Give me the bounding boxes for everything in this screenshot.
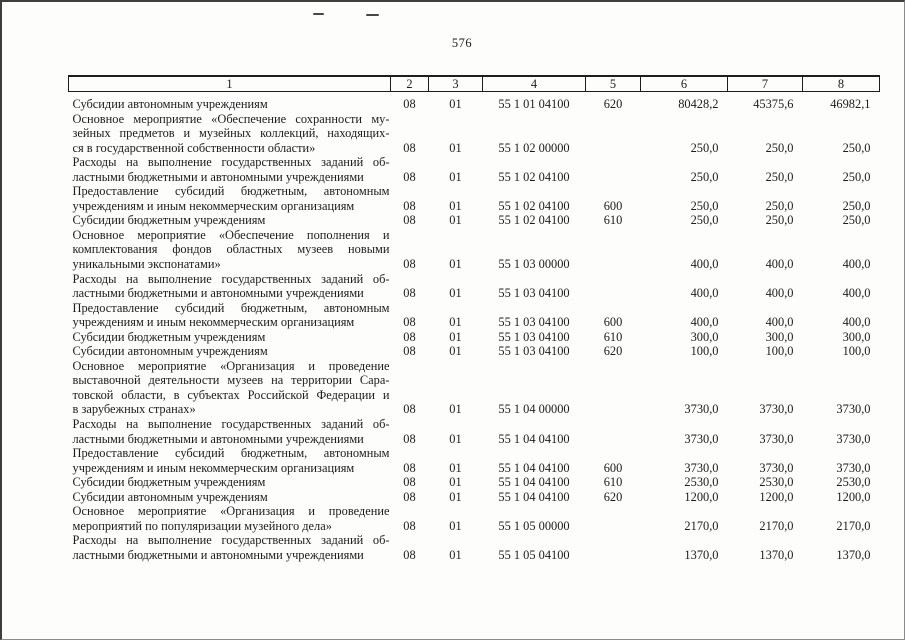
table-row [69, 92, 880, 112]
column-header-1: 1 [69, 76, 391, 92]
name-line: Расходы на выполнение государственных заданий об- [72, 417, 390, 432]
column-header-7: 7 [728, 76, 803, 92]
cell-expense-kind: 600 [603, 198, 623, 213]
cell-expense-kind: 610 [603, 329, 623, 344]
cell-amount-year1: 400,0 [690, 286, 719, 301]
cell-target-article: 55 1 03 04100 [498, 344, 570, 359]
name-line: в зарубежных странах» [72, 402, 196, 417]
cell-section-code: 08 [403, 431, 416, 446]
cell-section-code: 08 [403, 140, 416, 155]
page-number: 576 [451, 36, 473, 50]
cell-subsection-code: 01 [449, 402, 462, 417]
cell-section-code: 08 [403, 257, 416, 272]
cell-expense-kind [586, 272, 641, 301]
table-row [69, 228, 880, 272]
cell-amount-year1: 1200,0 [684, 489, 719, 504]
name-line: ластными бюджетными и автономными учреждениями [72, 547, 364, 562]
cell-expense-kind: 620 [603, 489, 623, 504]
cell-subsection-code: 01 [449, 257, 462, 272]
cell-amount-year2: 2530,0 [759, 475, 794, 490]
name-line: Расходы на выполнение государственных заданий об- [72, 155, 390, 170]
cell-name [69, 92, 391, 112]
name-line: Основное мероприятие «Обеспечение пополнения и [72, 227, 390, 242]
table-row [69, 533, 880, 562]
cell-target-article: 55 1 04 04100 [498, 460, 570, 475]
cell-amount-year1: 400,0 [690, 315, 719, 330]
cell-name [69, 344, 391, 359]
scan-artifact-dash [313, 13, 324, 15]
name-line: Субсидии бюджетным учреждениям [72, 213, 266, 228]
cell-amount-year2: 250,0 [765, 140, 794, 155]
cell-amount-year2: 100,0 [765, 344, 794, 359]
cell-expense-kind: 600 [603, 315, 623, 330]
cell-section-code: 08 [403, 286, 416, 301]
cell-amount-year3: 46982,1 [830, 97, 871, 111]
name-line: Субсидии автономным учреждениям [72, 489, 268, 504]
cell-amount-year2: 300,0 [765, 329, 794, 344]
cell-amount-year2: 250,0 [765, 198, 794, 213]
cell-section-code: 08 [403, 547, 416, 562]
table-row [69, 213, 880, 228]
cell-expense-kind [586, 228, 641, 272]
column-header-8: 8 [803, 76, 880, 92]
column-header-4: 4 [483, 76, 586, 92]
name-line: Основное мероприятие «Организация и проведение [72, 358, 390, 373]
cell-amount-year3: 1200,0 [836, 489, 871, 504]
cell-section-code: 08 [403, 315, 416, 330]
name-line: учреждениям и иным некоммерческим организациям [72, 460, 355, 475]
table-row [69, 417, 880, 446]
table-body [69, 92, 880, 563]
name-line: Основное мероприятие «Организация и проведение [72, 504, 390, 519]
cell-section-code: 08 [403, 475, 416, 490]
column-header-6: 6 [641, 76, 728, 92]
table-row [69, 475, 880, 490]
name-line: зейных предметов и музейных коллекций, находящих- [72, 126, 390, 141]
name-line: Субсидии автономным учреждениям [72, 97, 268, 111]
cell-expense-kind [586, 359, 641, 417]
cell-section-code: 08 [403, 460, 416, 475]
cell-subsection-code: 01 [449, 475, 462, 490]
cell-amount-year2: 1200,0 [759, 489, 794, 504]
cell-target-article: 55 1 04 04100 [498, 431, 570, 446]
cell-amount-year2: 3730,0 [759, 402, 794, 417]
cell-name [69, 475, 391, 490]
cell-target-article: 55 1 01 04100 [498, 97, 570, 111]
cell-amount-year3: 400,0 [842, 315, 871, 330]
cell-amount-year3: 250,0 [842, 140, 871, 155]
cell-amount-year3: 400,0 [842, 257, 871, 272]
cell-section-code: 08 [403, 329, 416, 344]
cell-name [69, 112, 391, 156]
cell-amount-year2: 2170,0 [759, 518, 794, 533]
table-row [69, 272, 880, 301]
cell-subsection-code: 01 [449, 518, 462, 533]
cell-amount-year1: 1370,0 [684, 547, 719, 562]
cell-target-article: 55 1 05 04100 [498, 547, 570, 562]
cell-amount-year1: 250,0 [690, 169, 719, 184]
cell-amount-year3: 3730,0 [836, 402, 871, 417]
cell-target-article: 55 1 02 04100 [498, 169, 570, 184]
cell-amount-year3: 250,0 [842, 169, 871, 184]
name-line: комплектования фондов областных музеев новыми [72, 242, 390, 257]
table-row [69, 504, 880, 533]
cell-subsection-code: 01 [449, 213, 462, 228]
cell-name [69, 533, 391, 562]
cell-expense-kind [586, 417, 641, 446]
table-row [69, 330, 880, 345]
budget-table [68, 75, 880, 563]
cell-subsection-code: 01 [449, 169, 462, 184]
cell-section-code: 08 [403, 97, 416, 111]
name-line: Субсидии автономным учреждениям [72, 344, 268, 359]
table-row [69, 490, 880, 505]
cell-name [69, 490, 391, 505]
cell-section-code: 08 [403, 402, 416, 417]
cell-amount-year1: 400,0 [690, 257, 719, 272]
cell-subsection-code: 01 [449, 286, 462, 301]
table-header-row [69, 76, 880, 92]
cell-amount-year1: 2530,0 [684, 475, 719, 490]
table-row [69, 359, 880, 417]
cell-amount-year3: 250,0 [842, 198, 871, 213]
cell-subsection-code: 01 [449, 460, 462, 475]
column-header-5: 5 [586, 76, 641, 92]
column-header-3: 3 [429, 76, 483, 92]
cell-subsection-code: 01 [449, 97, 462, 111]
cell-amount-year1: 300,0 [690, 329, 719, 344]
cell-amount-year1: 2170,0 [684, 518, 719, 533]
table-row [69, 446, 880, 475]
name-line: учреждениям и иным некоммерческим организациям [72, 198, 355, 213]
cell-subsection-code: 01 [449, 198, 462, 213]
name-line: Расходы на выполнение государственных заданий об- [72, 271, 390, 286]
name-line: Предоставление субсидий бюджетным, автономным [72, 446, 390, 461]
cell-subsection-code: 01 [449, 547, 462, 562]
cell-expense-kind [586, 504, 641, 533]
cell-amount-year2: 1370,0 [759, 547, 794, 562]
cell-amount-year2: 3730,0 [759, 431, 794, 446]
cell-target-article: 55 1 03 04100 [498, 329, 570, 344]
cell-amount-year1: 80428,2 [678, 97, 719, 111]
cell-amount-year3: 3730,0 [836, 460, 871, 475]
table-header [69, 76, 880, 92]
cell-expense-kind [586, 112, 641, 156]
name-line: учреждениям и иным некоммерческим организациям [72, 315, 355, 330]
cell-name [69, 417, 391, 446]
cell-amount-year3: 1370,0 [836, 547, 871, 562]
cell-subsection-code: 01 [449, 489, 462, 504]
cell-amount-year1: 3730,0 [684, 402, 719, 417]
cell-expense-kind: 600 [603, 460, 623, 475]
cell-amount-year3: 300,0 [842, 329, 871, 344]
cell-target-article: 55 1 04 04100 [498, 475, 570, 490]
cell-amount-year2: 400,0 [765, 315, 794, 330]
cell-section-code: 08 [403, 489, 416, 504]
cell-name [69, 272, 391, 301]
cell-target-article: 55 1 04 00000 [498, 402, 570, 417]
name-line: Субсидии бюджетным учреждениям [72, 329, 266, 344]
table-row [69, 344, 880, 359]
cell-target-article: 55 1 02 04100 [498, 213, 570, 228]
cell-name [69, 359, 391, 417]
cell-target-article: 55 1 02 04100 [498, 198, 570, 213]
cell-target-article: 55 1 03 04100 [498, 286, 570, 301]
cell-subsection-code: 01 [449, 344, 462, 359]
name-line: мероприятий по популяризации музейного дела» [72, 518, 332, 533]
cell-amount-year1: 250,0 [690, 213, 719, 228]
cell-expense-kind [586, 155, 641, 184]
cell-target-article: 55 1 03 04100 [498, 315, 570, 330]
cell-amount-year2: 400,0 [765, 257, 794, 272]
cell-amount-year3: 3730,0 [836, 431, 871, 446]
cell-target-article: 55 1 05 00000 [498, 518, 570, 533]
name-line: уникальными экспонатами» [72, 257, 221, 272]
cell-target-article: 55 1 02 00000 [498, 140, 570, 155]
cell-amount-year3: 2530,0 [836, 475, 871, 490]
cell-amount-year3: 2170,0 [836, 518, 871, 533]
cell-subsection-code: 01 [449, 315, 462, 330]
cell-subsection-code: 01 [449, 431, 462, 446]
name-line: выставочной деятельности музеев на территории Сара- [72, 373, 390, 388]
table-row [69, 155, 880, 184]
table-row [69, 184, 880, 213]
cell-amount-year2: 45375,6 [753, 97, 794, 111]
cell-target-article: 55 1 03 00000 [498, 257, 570, 272]
cell-expense-kind: 620 [603, 97, 623, 111]
cell-name [69, 301, 391, 330]
name-line: товской области, в субъектах Российской Федерации и [72, 387, 390, 402]
cell-subsection-code: 01 [449, 329, 462, 344]
cell-amount-year3: 100,0 [842, 344, 871, 359]
name-line: Предоставление субсидий бюджетным, автономным [72, 300, 390, 315]
cell-name [69, 446, 391, 475]
name-line: ластными бюджетными и автономными учреждениями [72, 431, 364, 446]
cell-amount-year3: 400,0 [842, 286, 871, 301]
column-header-2: 2 [391, 76, 429, 92]
cell-name [69, 228, 391, 272]
cell-expense-kind [586, 533, 641, 562]
cell-amount-year2: 3730,0 [759, 460, 794, 475]
cell-amount-year2: 250,0 [765, 213, 794, 228]
cell-name [69, 504, 391, 533]
cell-amount-year2: 250,0 [765, 169, 794, 184]
cell-amount-year1: 3730,0 [684, 431, 719, 446]
cell-expense-kind: 610 [603, 475, 623, 490]
cell-subsection-code: 01 [449, 140, 462, 155]
cell-section-code: 08 [403, 213, 416, 228]
cell-amount-year1: 250,0 [690, 198, 719, 213]
name-line: Предоставление субсидий бюджетным, автономным [72, 184, 390, 199]
cell-section-code: 08 [403, 198, 416, 213]
cell-name [69, 330, 391, 345]
table-row [69, 112, 880, 156]
name-line: ластными бюджетными и автономными учреждениями [72, 286, 364, 301]
name-line: Расходы на выполнение государственных заданий об- [72, 533, 390, 548]
cell-name [69, 213, 391, 228]
name-line: ластными бюджетными и автономными учреждениями [72, 169, 364, 184]
cell-name [69, 184, 391, 213]
cell-amount-year1: 100,0 [690, 344, 719, 359]
name-line: Основное мероприятие «Обеспечение сохранности му- [72, 111, 390, 126]
cell-expense-kind: 610 [603, 213, 623, 228]
cell-section-code: 08 [403, 518, 416, 533]
cell-amount-year1: 250,0 [690, 140, 719, 155]
cell-expense-kind: 620 [603, 344, 623, 359]
cell-section-code: 08 [403, 344, 416, 359]
cell-amount-year1: 3730,0 [684, 460, 719, 475]
name-line: Субсидии бюджетным учреждениям [72, 475, 266, 490]
name-line: ся в государственной собственности области» [72, 140, 316, 155]
cell-section-code: 08 [403, 169, 416, 184]
cell-amount-year3: 250,0 [842, 213, 871, 228]
scan-artifact-dash [366, 14, 379, 16]
cell-name [69, 155, 391, 184]
table-row [69, 301, 880, 330]
cell-target-article: 55 1 04 04100 [498, 489, 570, 504]
cell-amount-year2: 400,0 [765, 286, 794, 301]
